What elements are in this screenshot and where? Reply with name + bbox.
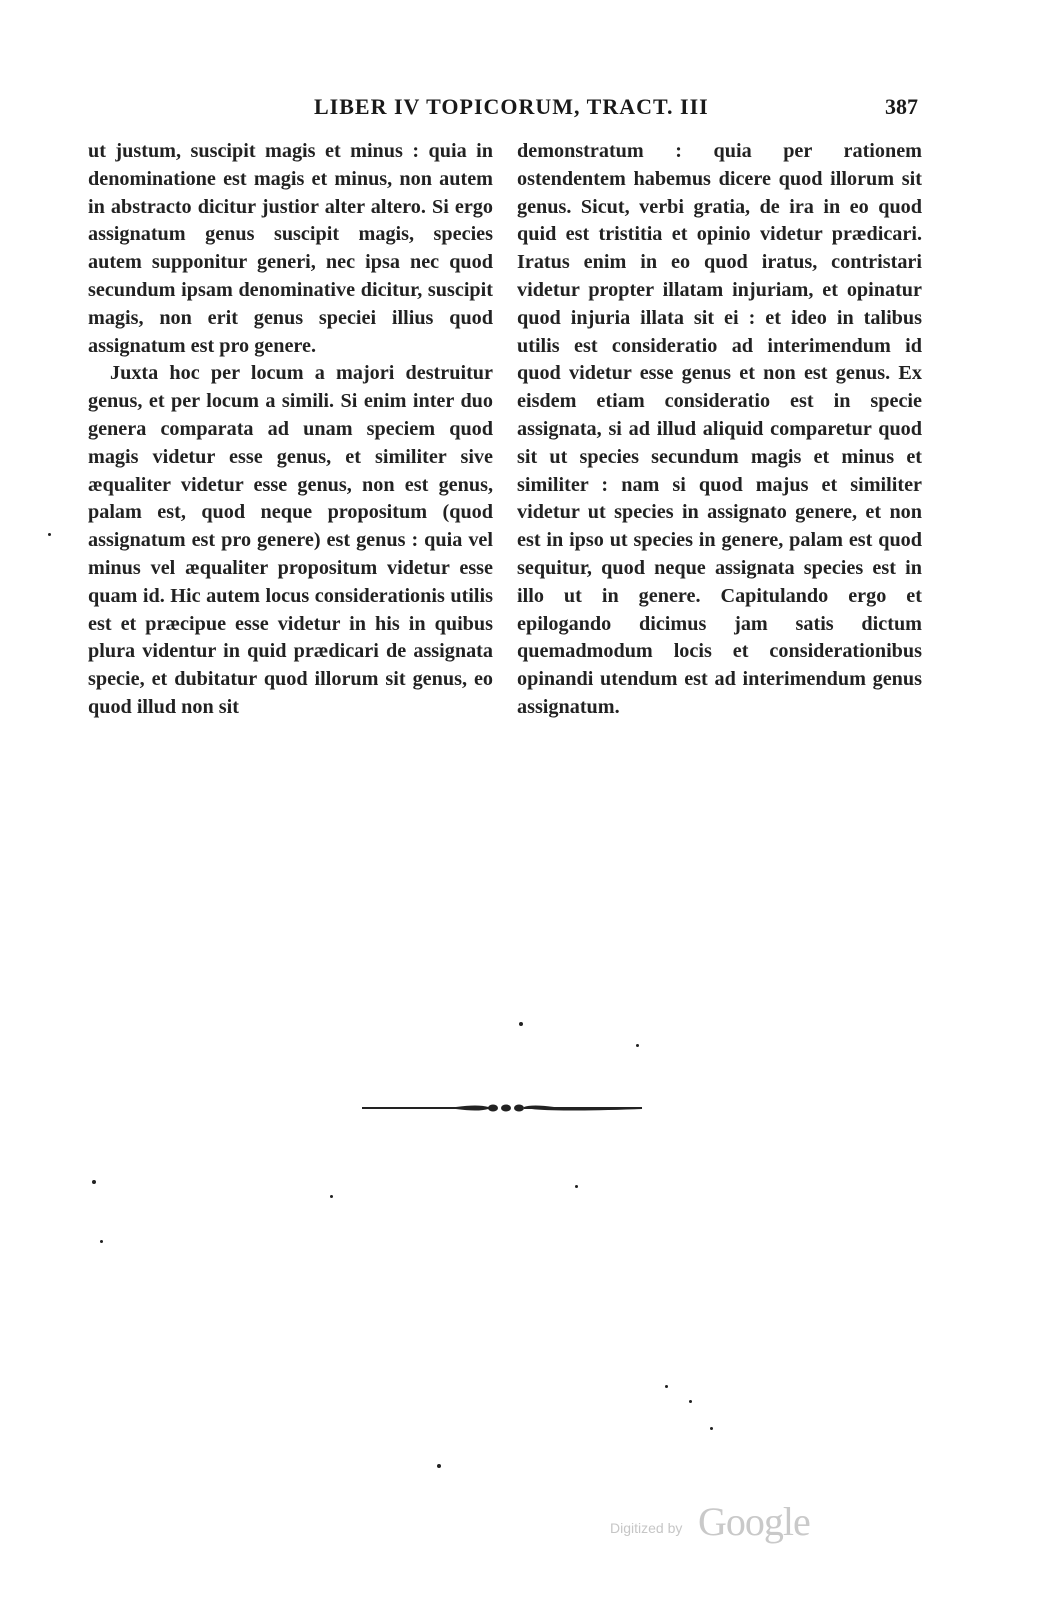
digitized-by-text: Digitized by xyxy=(610,1520,683,1536)
right-column xyxy=(517,138,922,722)
ink-speck xyxy=(636,1044,639,1047)
ornament-bead xyxy=(488,1105,498,1112)
paragraph: ut justum, suscipit magis et minus : quia in denominatione est magis et minus, non autem in abstracto dicitur justior alter altero. Si ergo assignatum genus suscipit magis, species autem supponitur generi, nec ipsa nec quod secundum ipsam denominative dicitur, suscipit magis, non erit genus speciei illius quod assignatum est pro genere. xyxy=(88,140,493,357)
ornament-rule-left xyxy=(362,1107,488,1110)
ink-speck xyxy=(575,1185,578,1188)
digitized-watermark xyxy=(610,1498,840,1548)
ink-speck xyxy=(665,1385,668,1388)
ink-speck xyxy=(48,533,51,536)
google-logo: Google xyxy=(698,1499,810,1544)
ink-speck xyxy=(689,1400,692,1403)
left-column xyxy=(88,138,493,722)
running-title: LIBER IV TOPICORUM, TRACT. III xyxy=(314,94,709,119)
ink-speck xyxy=(437,1464,441,1468)
ornament-bead xyxy=(514,1105,524,1112)
ink-speck xyxy=(100,1240,103,1243)
paragraph: Juxta hoc per locum a majori destruitur genus, et per locum a simili. Si enim inter duo genera comparata ad unam speciem quod magis videtur esse genus, et similiter sive æqualiter videtur esse genus, non est genus, palam est, quod neque propositum (quod assignatum est pro genere) est genus : quia vel minus vel æqualiter propositum videtur esse quam id. Hic autem locus considerationis utilis est et præcipue esse videtur in his in quibus plura videntur in quid prædicari de assignata specie, et dubitatur quod illorum sit genus, eo quod illud non sit xyxy=(88,362,493,718)
ornament-bead xyxy=(501,1105,511,1112)
ink-speck xyxy=(330,1195,333,1198)
ink-speck xyxy=(710,1427,713,1430)
ink-speck xyxy=(92,1180,96,1184)
page-number: 387 xyxy=(885,94,918,119)
end-ornament xyxy=(360,1098,650,1118)
paragraph: demonstratum : quia per rationem ostendentem habemus dicere quod illorum sit genus. Sicut, verbi gratia, de ira in eo quod quid est tristitia et opinio videtur prædicari. Iratus enim in eo quod iratus, contristari videtur propter illatam injuriam, et opinatur quod injuria illata sit ei : et ideo in talibus utilis est consideratio ad interimendum id quod videtur esse genus et non est genus. Ex eisdem etiam consideratio est in specie assignata, si ad illud aliquid comparetur quod sit ut species secundum magis et minus et similiter : nam si quod majus et similiter videtur ut species in assignato genere, et non est in ipso ut species in genere, palam est quod sequitur, quod neque assignata species est in illo ut in genere. Capitulando ergo et epilogando dicimus jam satis dictum quemadmodum locis et considerationibus opinandi utendum est ad interimendum genus assignatum. xyxy=(517,140,922,718)
running-head xyxy=(88,94,918,124)
ink-speck xyxy=(519,1022,523,1026)
ornament-rule-right xyxy=(524,1107,642,1110)
